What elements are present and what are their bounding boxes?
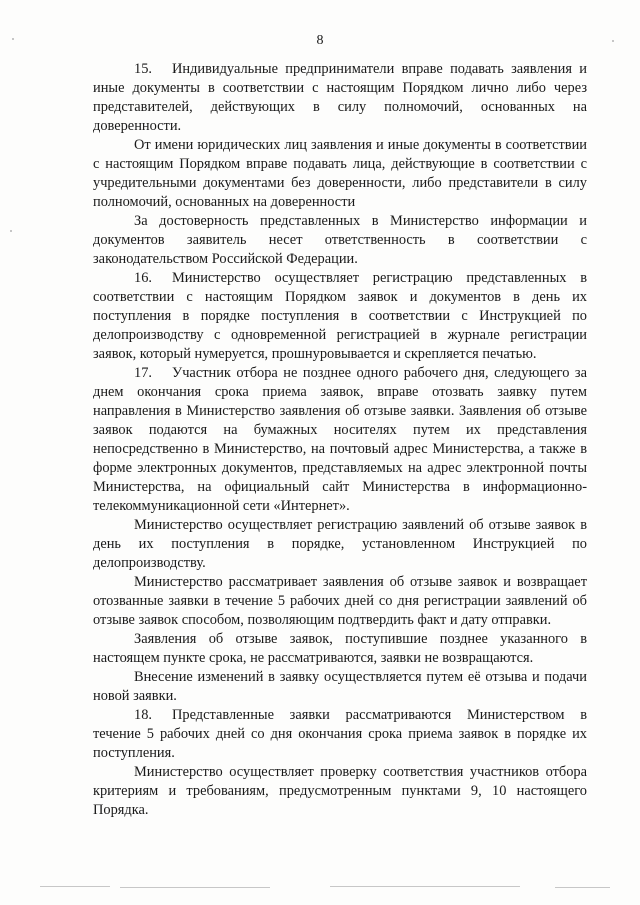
scan-artifact-dot xyxy=(612,40,614,42)
paragraph-compliance-check xyxy=(93,763,587,820)
paragraph-text: Внесение изменений в заявку осуществляется путем её отзыва и подачи новой заявки. xyxy=(93,669,587,704)
paragraph-late-withdrawal xyxy=(93,630,587,668)
paragraph-15 xyxy=(93,60,587,136)
paragraph-review-withdrawal xyxy=(93,573,587,630)
paragraph-text: Министерство рассматривает заявления об отзыве заявок и возвращает отозванные заявки в течение 5 рабочих дней со дня регистрации заявлений об отзыве заявок способом, позволяющим подтвердить факт и дату отправки. xyxy=(93,574,587,628)
scan-artifact-line xyxy=(40,886,110,887)
paragraph-text: Министерство осуществляет проверку соответствия участников отбора критериям и требованиям, предусмотренным пунктами 9, 10 настоящего Порядка. xyxy=(93,764,587,818)
paragraph-text: От имени юридических лиц заявления и иные документы в соответствии с настоящим Порядком вправе подавать лица, действующие в соответствии с учредительными документами без доверенности, либо представители в силу полномочий, основанных на доверенности xyxy=(93,137,587,210)
paragraph-text: Индивидуальные предприниматели вправе подавать заявления и иные документы в соответствии с настоящим Порядком лично либо через представителей, действующих в силу полномочий, основанных на доверенности. xyxy=(93,61,587,134)
paragraph-text: Министерство осуществляет регистрацию заявлений об отзыве заявок в день их поступления в порядке, установленном Инструкцией по делопроизводству. xyxy=(93,517,587,571)
paragraph-amendments xyxy=(93,668,587,706)
paragraph-text: Заявления об отзыве заявок, поступившие позднее указанного в настоящем пункте срока, не рассматриваются, заявки не возвращаются. xyxy=(93,631,587,666)
paragraph-18 xyxy=(93,706,587,763)
paragraph-legal-entities xyxy=(93,136,587,212)
paragraph-text: За достоверность представленных в Министерство информации и документов заявитель несет ответственность в соответствии с законодательством Российской Федерации. xyxy=(93,213,587,267)
clause-number: 18. xyxy=(134,707,152,723)
scan-artifact-line xyxy=(555,887,610,888)
paragraph-text: Представленные заявки рассматриваются Министерством в течение 5 рабочих дней со дня окончания срока приема заявок в порядке их поступления. xyxy=(93,707,587,761)
paragraph-text: Министерство осуществляет регистрацию представленных в соответствии с настоящим Порядком заявок и документов в день их поступления в порядке поступления в соответствии с Инструкцией по делопроизводству с одновременной регистрацией в журнале регистрации заявок, который нумеруется, прошнуровывается и скрепляется печатью. xyxy=(93,270,587,362)
scan-artifact-dot xyxy=(12,38,14,40)
paragraph-17 xyxy=(93,364,587,516)
paragraph-registration xyxy=(93,516,587,573)
page-number: 8 xyxy=(316,33,324,48)
clause-number: 17. xyxy=(134,365,152,381)
scan-artifact-dot xyxy=(10,230,12,232)
paragraph-16 xyxy=(93,269,587,364)
scan-artifact-line xyxy=(120,887,270,888)
paragraph-text: Участник отбора не позднее одного рабочего дня, следующего за днем окончания срока приема заявок, вправе отозвать заявку путем направления в Министерство заявления об отзыве заявки. Заявления об отзыве заявок подаются на бумажных носителях путем их представления непосредственно в Министерство, на почтовый адрес Министерства, а также в форме электронных документов, представляемых на адрес электронной почты Министерства, на официальный сайт Министерства в информационно-телекоммуникационной сети «Интернет». xyxy=(93,365,587,514)
scan-artifact-line xyxy=(330,886,520,887)
document-body xyxy=(93,60,587,820)
paragraph-reliability xyxy=(93,212,587,269)
clause-number: 15. xyxy=(134,61,152,77)
clause-number: 16. xyxy=(134,270,152,286)
